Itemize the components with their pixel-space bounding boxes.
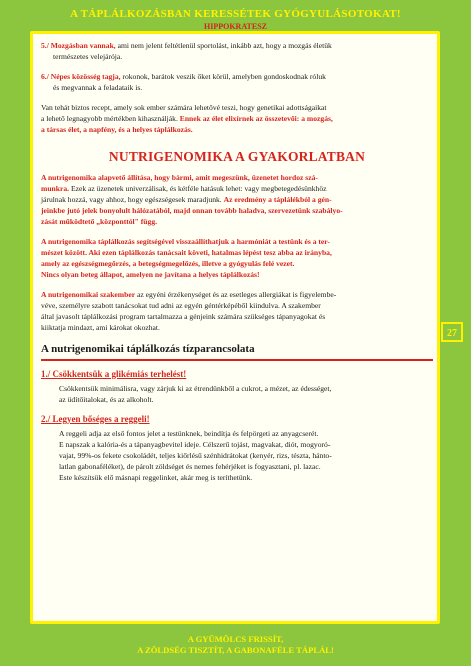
section-title: NUTRIGENOMIKA A GYAKORLATBAN	[108, 149, 366, 164]
para1-line: A nutrigenomika alapvető állítása, hogy bármi, amit megeszünk, üzenetet hordoz szá-	[41, 173, 318, 182]
footer-line: A ZÖLDSÉG TISZTÍT, A GABONAFÉLE TÁPLÁL!	[137, 645, 334, 655]
rule-line: az üdítőitalokat, és az alkoholt.	[59, 394, 154, 404]
rule-line: vajat, 99%-os fekete csokoládét, teljes kiőrlésű szénhidrátokat (kenyér, rizs, tészta, hánto-	[59, 450, 332, 460]
para1-line: munkra. Ezek az üzenetek univerzálisak, és kétféle hatásuk lehet: vagy megbetegedésünkhöz	[41, 184, 327, 193]
page-footer	[0, 634, 471, 656]
para3-line: kiiktatja mindazt, ami károkat okozhat.	[41, 323, 160, 332]
para1-line: zását működtető „központtól" függ.	[41, 217, 158, 226]
para2-line: A nutrigenomika táplálkozás segítségével visszaállíthatjuk a harmóniát a testünk és a ter-	[41, 237, 330, 246]
para1-line: járulnak hozzá, vagy ahhoz, hogy egészségesek maradjunk. Az eredmény a táplálékból a gén-	[41, 195, 332, 204]
rule-heading: 2./ Legyen bőséges a reggeli!	[41, 413, 150, 424]
summary-line: a lehető legnagyobb mértékben kihasználják. Ennek az élet elixírnek az összetevői: a mozgás,	[41, 114, 333, 123]
list-item: 5./ Mozgásban vannak, ami nem jelent feltétlenül sportolást, inkább azt, hogy a mozgás életük	[41, 41, 332, 50]
page-header	[0, 0, 471, 30]
subtitle: A nutrigenomikai táplálkozás tízparancsolata	[41, 343, 255, 355]
summary-line: Van tehát biztos recept, amely sok ember számára lehetővé teszi, hogy genetikai adottságaikat	[41, 103, 327, 112]
para3-line: véve, személyre szabott tanácsokat tud adni az egyén géntérképéből kiindulva. A szakember	[41, 301, 321, 310]
para1-line: jeinkbe jutó jelek bonyolult hálózatából, majd onnan tovább haladva, szervezetünk szabályo-	[41, 206, 343, 215]
header-attribution: HIPPOKRATESZ	[204, 22, 267, 31]
rule-line: E napszak a kalória-és a tápanyagbevitel ideje. Célszerű tojást, magvakat, diót, mogyoró-	[59, 439, 331, 449]
page-number: 27	[441, 322, 463, 342]
summary-line: a társas élet, a napfény, és a helyes táplálkozás.	[41, 125, 193, 134]
para3-line: által javasolt táplálkozási program tartalmazza a génjeink számára szükséges tápanyagokat és	[41, 312, 326, 321]
para2-line: amely az egészségmegőrzés, a betegségmegelőzés, illetve a gyógyulás felé vezet.	[41, 259, 295, 268]
list-item-cont: természetes velejárója.	[53, 52, 123, 61]
para2-line: mészet között. Aki ezen táplálkozás tanácsait követi, hatalmas lépést tesz abba az irányba,	[41, 248, 332, 257]
rule-line: Este készítsük elő másnapi reggelinket, akár meg is teríthetünk.	[59, 472, 253, 482]
list-item-cont: és megvannak a feladataik is.	[53, 83, 143, 92]
rule-heading: 1./ Csökkentsük a glikémiás terhelést!	[41, 368, 187, 379]
footer-line: A GYÜMÖLCS FRISSÍT,	[187, 634, 284, 644]
rule-line: latlan gabonaféléket), de párolt zöldséget és nemes fehérjéket is fogyasztani, pl. lazac.	[59, 461, 321, 471]
rule-line: Csökkentsük minimálisra, vagy zárjuk ki az étrendünkből a cukrot, a mézet, az édességet,	[59, 383, 332, 393]
header-quote: A TÁPLÁLKOZÁSBAN KERESSÉTEK GYÓGYULÁSOTOKAT!	[70, 8, 401, 20]
rule-line: A reggeli adja az első fontos jelet a testünknek, beindítja és felpörgeti az anyagcserét.	[59, 428, 319, 438]
list-item: 6./ Népes közösség tagja, rokonok, barátok veszik őket körül, amelyben gondoskodnak róluk	[41, 72, 326, 81]
para2-line: Nincs olyan beteg állapot, amelyen ne javítana a helyes táplálkozás!	[41, 270, 260, 279]
para3-line: A nutrigenomikai szakember az egyéni érzékenységet és az esetleges allergiákat is figyelembe-	[41, 290, 337, 299]
article-content	[41, 40, 433, 483]
